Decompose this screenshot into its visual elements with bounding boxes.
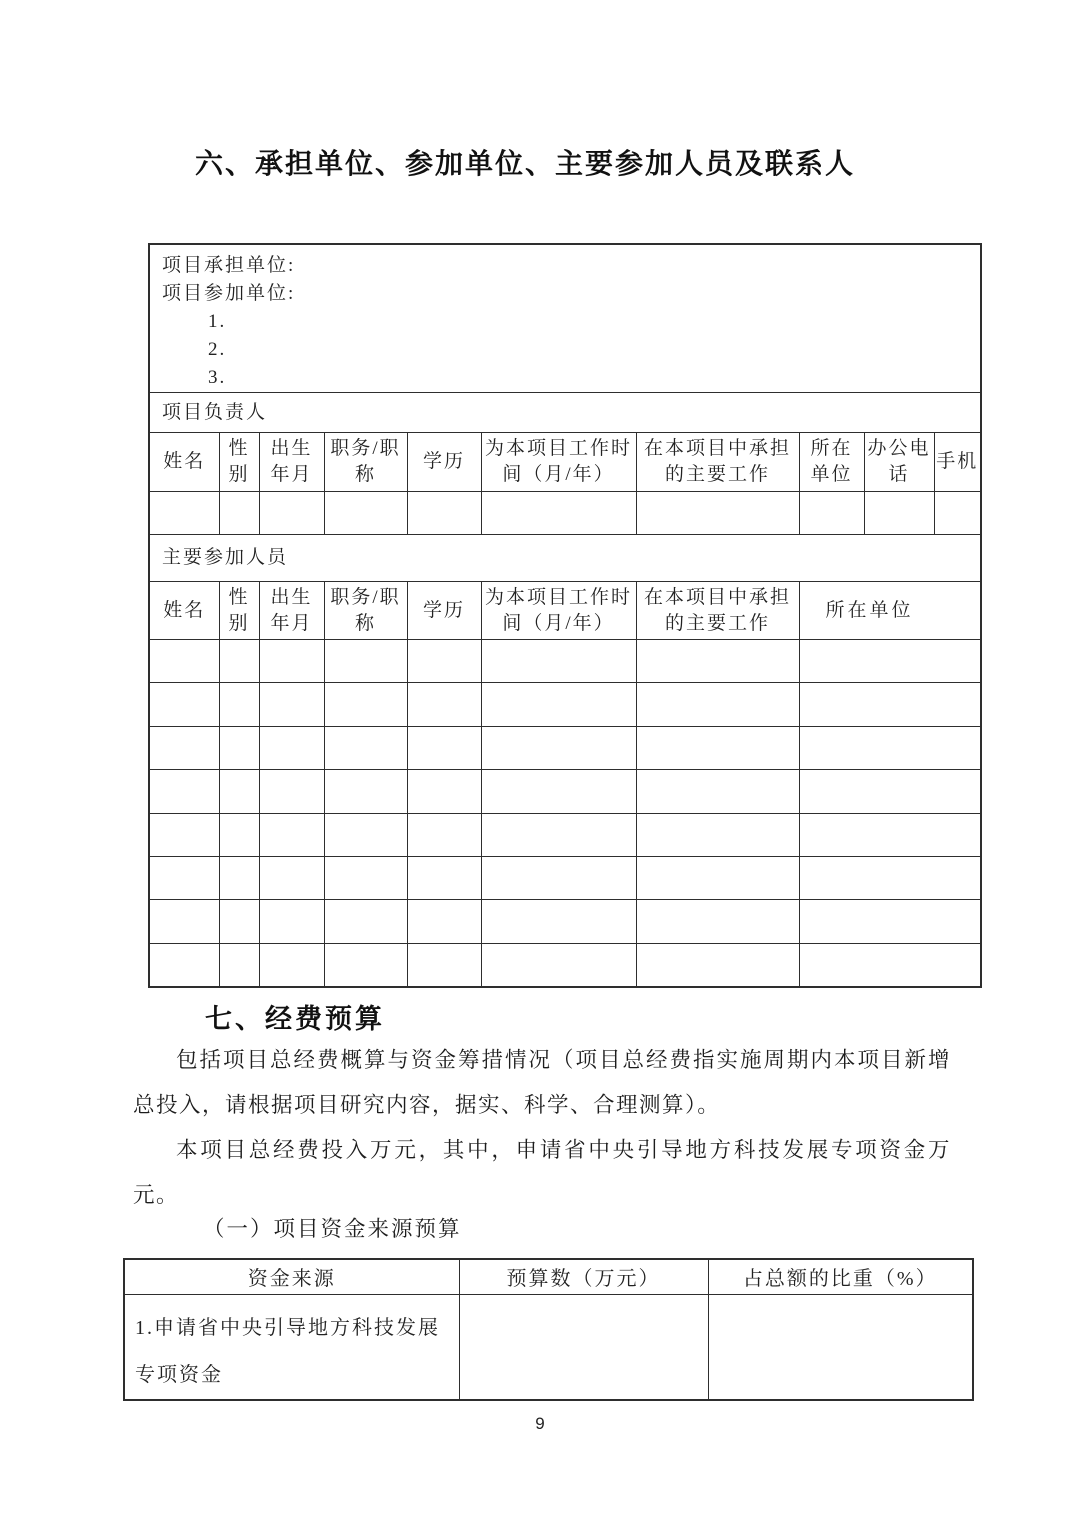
empty-cell [934,492,981,535]
empty-cell [324,943,407,986]
empty-cell [259,943,324,986]
col-header-mobile: 手机 [934,433,981,492]
empty-cell [259,856,324,899]
members-header-row [149,582,981,640]
empty-cell [481,492,636,535]
empty-cell [149,770,219,813]
empty-cell [324,640,407,683]
col-header-gender: 性别 [219,433,259,492]
col-header-position: 职务/职称 [324,433,407,492]
empty-cell [481,770,636,813]
member-empty-row [149,856,981,899]
col-header-share-percent: 占总额的比重（%） [708,1259,973,1294]
col-header-unit: 所在单位 [799,433,864,492]
col-header-maintask: 在本项目中承担的主要工作 [636,582,799,640]
empty-cell [636,640,799,683]
empty-cell [799,726,981,769]
empty-cell [407,492,481,535]
col-header-birth: 出生年月 [259,582,324,640]
col-header-maintask: 在本项目中承担的主要工作 [636,433,799,492]
empty-cell [799,770,981,813]
empty-cell [324,770,407,813]
leader-label: 项目负责人 [149,393,981,433]
empty-cell [799,640,981,683]
member-empty-row [149,640,981,683]
empty-cell [149,683,219,726]
budget-intro-paragraph: 包括项目总经费概算与资金筹措情况（项目总经费指实施周期内本项目新增总投入，请根据项目研究内容，据实、科学、合理测算）。 [133,1048,951,1117]
empty-cell [259,683,324,726]
empty-cell [149,640,219,683]
member-empty-row [149,683,981,726]
empty-cell [324,683,407,726]
empty-cell [481,726,636,769]
member-empty-rows [149,640,981,987]
member-empty-row [149,813,981,856]
empty-cell [636,943,799,986]
empty-cell [407,726,481,769]
empty-cell [407,640,481,683]
budget-total-paragraph: 本项目总经费投入万元，其中，申请省中央引导地方科技发展专项资金万元。 [133,1138,951,1207]
unit-block-row [149,244,981,393]
empty-cell [259,640,324,683]
empty-cell [799,900,981,943]
participating-unit-item: 3. [208,367,227,388]
funding-source-subtitle: （一）项目资金来源预算 [203,1217,462,1241]
members-label: 主要参加人员 [149,535,981,582]
col-header-worktime: 为本项目工作时间（月/年） [481,582,636,640]
empty-cell [149,726,219,769]
empty-cell [407,770,481,813]
empty-cell [219,813,259,856]
col-header-funding-source: 资金来源 [124,1259,459,1294]
col-header-education: 学历 [407,433,481,492]
undertaking-unit-label: 项目承担单位: [162,255,296,276]
empty-cell [636,683,799,726]
col-header-officephone: 办公电话 [864,433,934,492]
leader-label-row [149,393,981,433]
empty-cell [219,856,259,899]
empty-cell [219,492,259,535]
leader-empty-row [149,492,981,535]
empty-cell [219,943,259,986]
empty-cell [219,726,259,769]
col-header-name: 姓名 [149,582,219,640]
personnel-table [148,243,982,988]
participating-unit-label: 项目参加单位: [162,283,296,304]
section7-title: 七、经费预算 [205,1004,385,1034]
budget-amount-cell [459,1294,708,1400]
empty-cell [149,813,219,856]
empty-cell [259,492,324,535]
col-header-education: 学历 [407,582,481,640]
empty-cell [324,900,407,943]
empty-cell [636,856,799,899]
empty-cell [149,856,219,899]
empty-cell [219,900,259,943]
empty-cell [219,770,259,813]
empty-cell [799,943,981,986]
empty-cell [481,640,636,683]
col-header-name: 姓名 [149,433,219,492]
empty-cell [407,943,481,986]
leader-header-row [149,433,981,492]
empty-cell [799,813,981,856]
member-empty-row [149,726,981,769]
empty-cell [219,640,259,683]
col-header-gender: 性别 [219,582,259,640]
col-header-worktime: 为本项目工作时间（月/年） [481,433,636,492]
col-header-birth: 出生年月 [259,433,324,492]
unit-block-cell [149,244,981,393]
empty-cell [407,856,481,899]
empty-cell [149,492,219,535]
empty-cell [799,856,981,899]
empty-cell [481,813,636,856]
empty-cell [636,813,799,856]
empty-cell [259,726,324,769]
empty-cell [324,726,407,769]
empty-cell [636,770,799,813]
funding-header-row [124,1259,973,1294]
col-header-budget-amount: 预算数（万元） [459,1259,708,1294]
section6-title: 六、承担单位、参加单位、主要参加人员及联系人 [195,148,856,179]
empty-cell [149,900,219,943]
empty-cell [481,856,636,899]
participating-unit-item: 2. [208,339,227,360]
empty-cell [407,683,481,726]
members-label-row [149,535,981,582]
member-empty-row [149,943,981,986]
funding-table [123,1258,974,1401]
empty-cell [259,900,324,943]
member-empty-row [149,900,981,943]
empty-cell [407,900,481,943]
member-empty-row [149,770,981,813]
empty-cell [636,492,799,535]
empty-cell [324,856,407,899]
empty-cell [481,900,636,943]
empty-cell [219,683,259,726]
empty-cell [636,900,799,943]
empty-cell [324,813,407,856]
empty-cell [799,492,864,535]
empty-cell [481,683,636,726]
empty-cell [324,492,407,535]
page-number: 9 [535,1414,545,1433]
empty-cell [149,943,219,986]
funding-source-cell: 1.申请省中央引导地方科技发展专项资金 [124,1294,459,1400]
empty-cell [259,770,324,813]
empty-cell [799,683,981,726]
empty-cell [259,813,324,856]
empty-cell [636,726,799,769]
col-header-position: 职务/职称 [324,582,407,640]
participating-unit-item: 1. [208,311,227,332]
col-header-unit: 所在单位 [799,582,981,640]
empty-cell [481,943,636,986]
empty-cell [407,813,481,856]
share-percent-cell [708,1294,973,1400]
funding-data-row [124,1294,973,1400]
empty-cell [864,492,934,535]
